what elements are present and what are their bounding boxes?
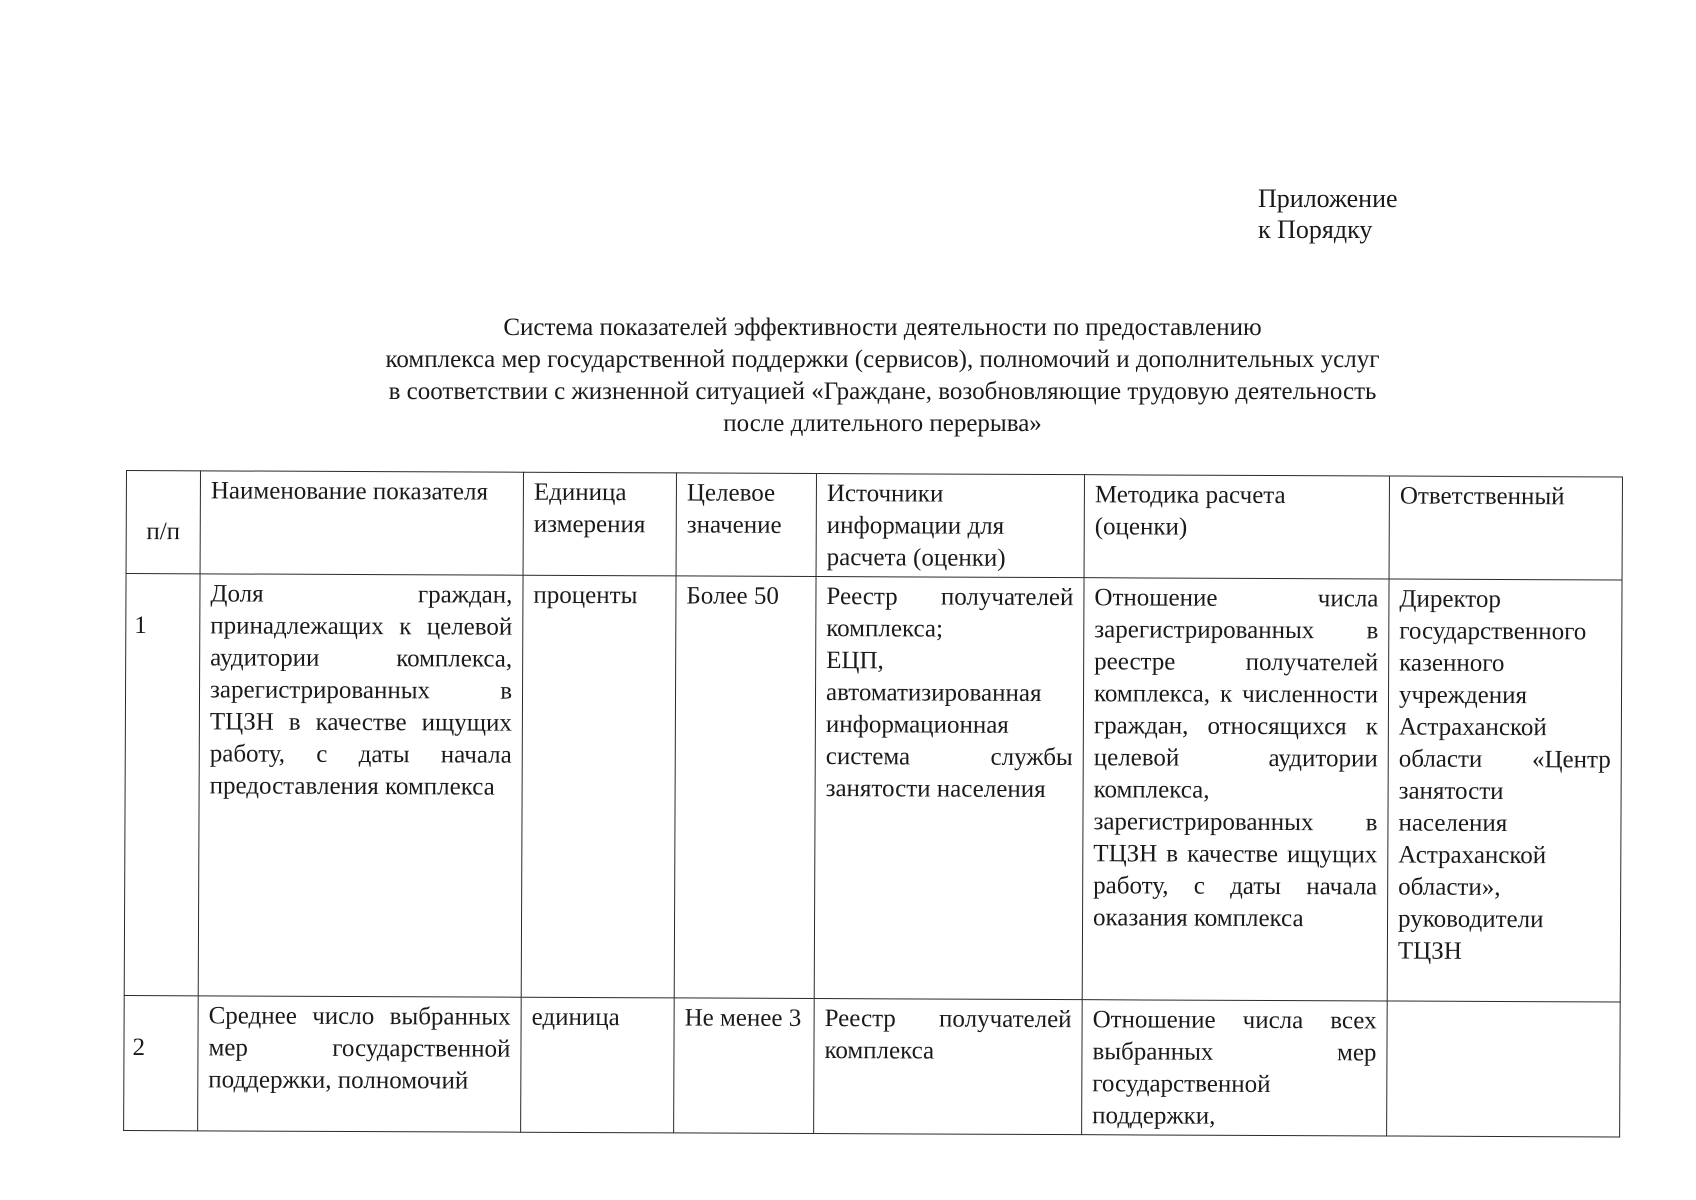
indicator-method: Отношение числа всех выбранных мер государственной поддержки,	[1082, 1000, 1388, 1136]
indicator-responsible: Директор государственного казенного учреждения Астраханской области «Центр занятости населения Астраханской области», руководители ТЦЗН	[1387, 579, 1622, 1002]
header-sources: Источники информации для расчета (оценки)	[816, 474, 1084, 578]
row-number: 2	[124, 995, 199, 1130]
title-line: в соответствии с жизненной ситуацией «Граждане, возобновляющие трудовую деятельность	[388, 378, 1377, 405]
sources-line: ЕЦП, автоматизированная информационная система службы занятости населения	[825, 647, 1073, 804]
indicator-responsible	[1387, 1001, 1621, 1137]
indicator-unit: проценты	[521, 575, 676, 998]
document-title	[300, 312, 1465, 440]
table-row	[124, 995, 1621, 1137]
header-unit: Единица измерения	[523, 472, 676, 576]
header-responsible: Ответственный	[1389, 476, 1622, 580]
indicator-method: Отношение числа зарегистрированных в реестре получателей комплекса, к численности граждан, относящихся к целевой аудитории комплекса, зарегистрированных в ТЦЗН в качестве ищущих работу, с даты начала оказания комплекса	[1082, 578, 1389, 1001]
title-line: комплекса мер государственной поддержки (сервисов), полномочий и дополнительных услуг	[385, 346, 1380, 373]
title-line: после длительного перерыва»	[723, 410, 1042, 437]
table-row	[124, 574, 1622, 1003]
row-number: 1	[124, 574, 200, 996]
indicators-table	[123, 470, 1623, 1138]
header-target: Целевое значение	[676, 473, 816, 577]
title-line: Система показателей эффективности деятельности по предоставлению	[503, 314, 1262, 341]
sources-line: Реестр получателей комплекса;	[826, 583, 1074, 643]
indicator-sources: Реестр получателей комплекса	[814, 999, 1083, 1135]
indicator-name: Доля граждан, принадлежащих к целевой аудитории комплекса, зарегистрированных в ТЦЗН в качестве ищущих работу, с даты начала предоставления комплекса	[198, 574, 523, 997]
indicator-target: Не менее 3	[674, 998, 815, 1134]
indicator-target: Более 50	[674, 576, 816, 999]
indicator-sources	[814, 577, 1084, 1000]
table-header-row	[126, 471, 1622, 581]
header-method: Методика расчета (оценки)	[1084, 475, 1389, 579]
appendix-line: Приложение	[1258, 184, 1398, 213]
indicator-name: Среднее число выбранных мер государственной поддержки, полномочий	[198, 996, 522, 1132]
header-num: п/п	[126, 471, 200, 574]
header-name: Наименование показателя	[200, 471, 523, 575]
appendix-note	[1258, 183, 1398, 245]
indicator-unit: единица	[521, 997, 675, 1133]
appendix-line: к Порядку	[1258, 215, 1373, 244]
